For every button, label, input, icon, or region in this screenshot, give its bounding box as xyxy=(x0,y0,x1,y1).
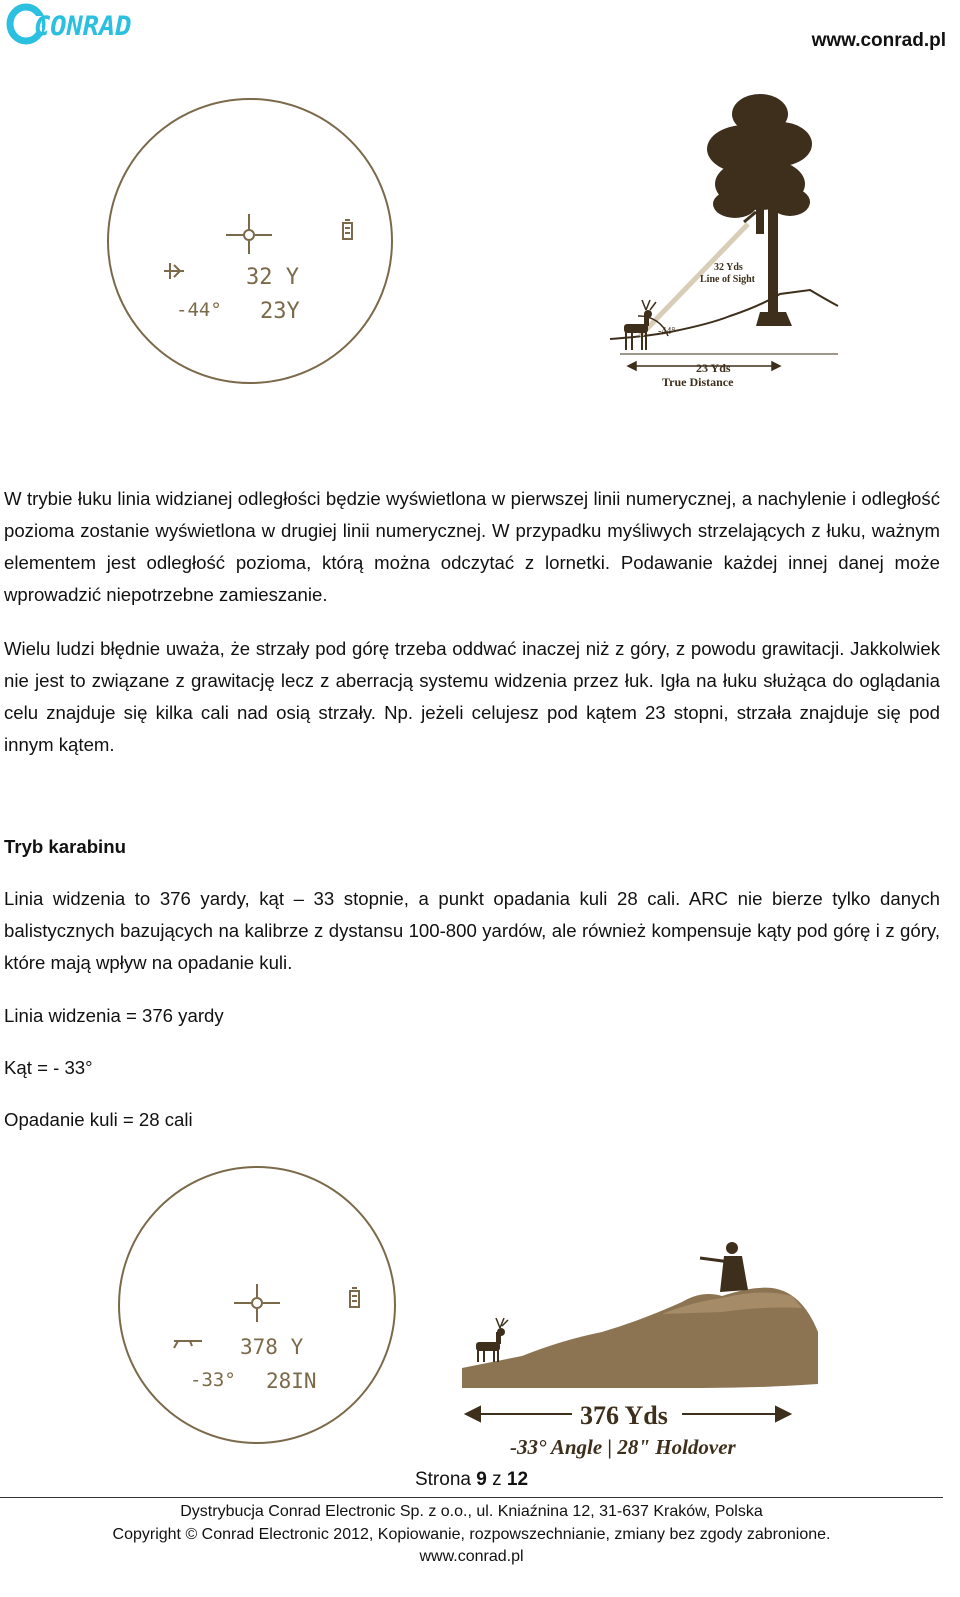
current-page: 9 xyxy=(476,1469,487,1490)
footer-address: Dystrybucja Conrad Electronic Sp. z o.o., ul. Kniaźnina 12, 31-637 Kraków, Polska xyxy=(180,1503,763,1520)
footer-divider xyxy=(0,1497,943,1498)
bow-mode-icon xyxy=(164,263,184,279)
true-distance-label: True Distance xyxy=(662,375,734,389)
crosshair-icon xyxy=(226,214,272,254)
battery-icon xyxy=(350,1288,359,1307)
scope-horizontal-readout: 23Y xyxy=(260,299,300,324)
diagram-angle-label: -44° xyxy=(658,326,676,337)
scope-angle-readout: -33° xyxy=(190,1369,236,1391)
rifle-angle-diagram xyxy=(462,1236,824,1468)
value-bullet-drop: Opadanie kuli = 28 cali xyxy=(4,1109,193,1130)
footer-copyright: Copyright © Conrad Electronic 2012, Kopiowanie, rozpowszechnianie, zmiany bez zgody zabronione. xyxy=(112,1526,831,1543)
scope-holdover-readout: 28IN xyxy=(266,1369,317,1393)
section-heading-rifle-mode: Tryb karabinu xyxy=(4,836,126,857)
true-distance-value: 23 Yds xyxy=(696,361,731,375)
rifle-mode-icon xyxy=(174,1341,202,1348)
scope-distance-readout: 32 Y xyxy=(246,265,299,290)
line-of-sight-label: Line of Sight xyxy=(700,274,756,285)
elk-icon xyxy=(476,1318,508,1362)
scope-view-bow xyxy=(104,96,396,386)
logo-text: CONRAD xyxy=(34,11,132,42)
diagram-distance-label: 376 Yds xyxy=(580,1401,668,1430)
header-site-url: www.conrad.pl xyxy=(811,30,946,51)
diagram-angle-holdover-caption: -33° Angle | 28" Holdover xyxy=(510,1435,736,1459)
paragraph-rifle-mode: Linia widzenia to 376 yardy, kąt – 33 stopnie, a punkt opadania kuli 28 cali. ARC nie bierze tylko danych balistycznych bazujących na kalibrze z dystansu 100-800 yardów, ale również kompensuje kąty pod górę i z góry, które mają wpływ na opadanie kuli. xyxy=(4,888,940,973)
footer-url: www.conrad.pl xyxy=(419,1548,524,1565)
conrad-logo xyxy=(6,2,166,46)
value-line-of-sight: Linia widzenia = 376 yardy xyxy=(4,1005,224,1026)
scope-view-rifle xyxy=(116,1164,398,1446)
battery-icon xyxy=(343,220,352,239)
line-of-sight-value: 32 Yds xyxy=(714,262,743,273)
bow-angle-diagram xyxy=(610,84,845,394)
paragraph-angle-explanation: Wielu ludzi błędnie uważa, że strzały pod górę trzeba oddwać inaczej niż z góry, z powodu grawitacji. Jakkolwiek nie jest to związane z grawitację lecz z aberracją systemu widzenia przez łuk. Igła na łuku służąca do oglądania celu znajduje się kilka cali nad osią strzały. Np. jeżeli celujesz pod kątem 23 stopni, strzała znajduje się pod innym kątem. xyxy=(4,638,940,755)
paragraph-bow-mode: W trybie łuku linia widzianej odległości będzie wyświetlona w pierwszej linii numerycznej, a nachylenie i odległość pozioma zostanie wyświetlona w drugiej linii numerycznej. W przypadku myśliwych strzelających z łuku, ważnym elementem jest odległość pozioma, którą można odczytać z lornetki. Podawanie każdej innej danej może wprowadzić niepotrzebne zamieszanie. xyxy=(4,488,940,605)
shooter-icon xyxy=(700,1242,748,1292)
scope-distance-readout: 378 Y xyxy=(240,1335,304,1359)
page-number: Strona 9 z 12 xyxy=(414,1469,529,1490)
total-pages: 12 xyxy=(506,1469,529,1490)
crosshair-icon xyxy=(234,1284,280,1322)
value-angle: Kąt = - 33° xyxy=(4,1057,93,1078)
scope-angle-readout: -44° xyxy=(176,299,222,321)
